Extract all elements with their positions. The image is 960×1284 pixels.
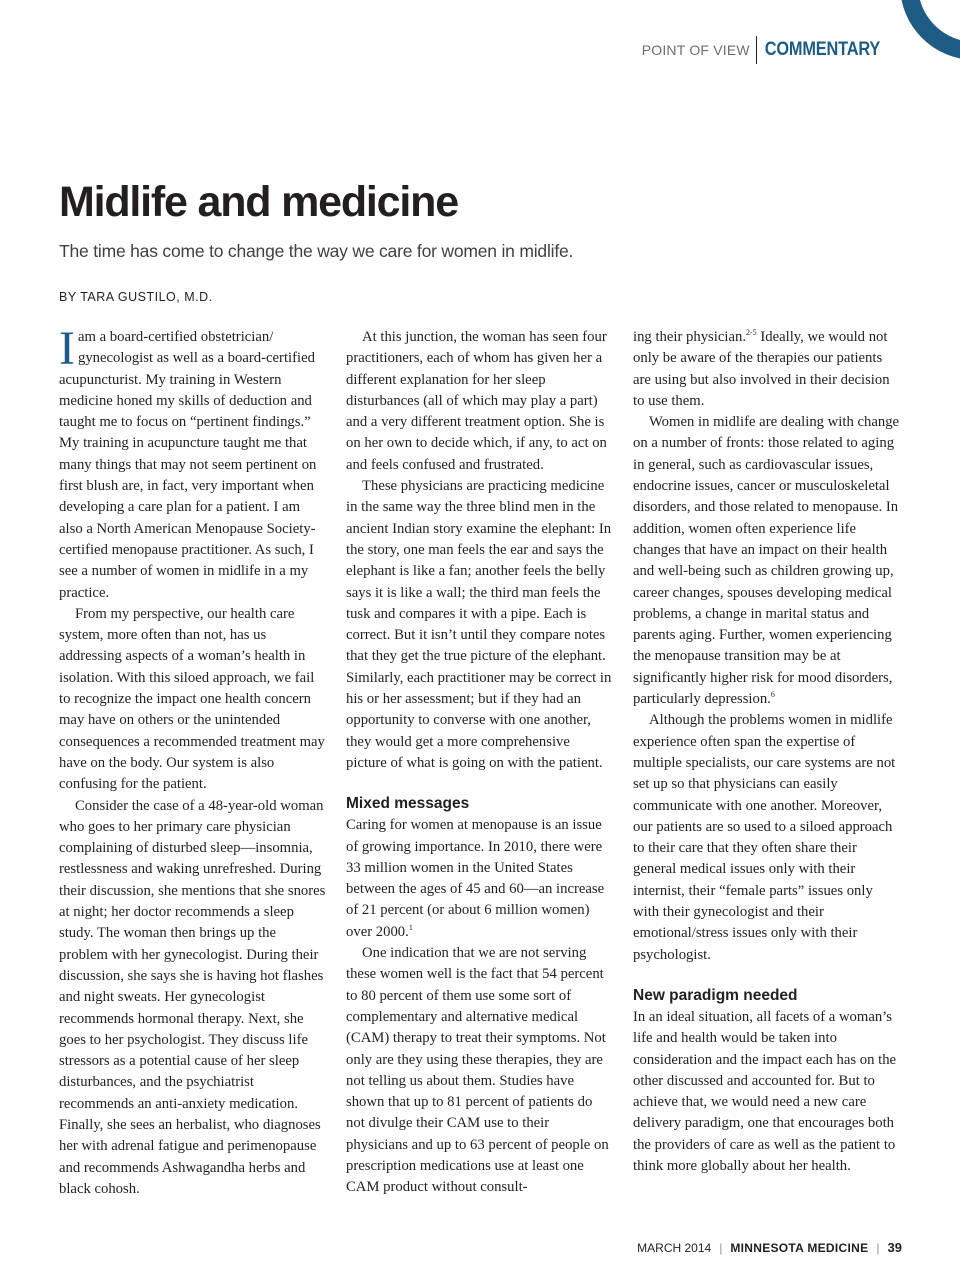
column-3 (633, 327, 900, 1177)
paragraph-6: Caring for women at menopause is an issue of growing importance. In 2010, there were 33 million women in the United States between the ages of 45 and 60—an increase of 21 percent (or about 6 million women) over 2000.$^1$ (346, 817, 605, 940)
byline: BY TARA GUSTILO, M.D. (59, 290, 213, 304)
paragraph-4: At this junction, the woman has seen four practitioners, each of whom has given her a different explanation for her sleep disturbances (all of which may play a part) and a very different treatment option. She is on her own to decide which, if any, to act on and feels confused and frustrated. (346, 329, 607, 473)
paragraph-8: Women in midlife are dealing with change on a number of fronts: those related to aging in general, such as cardiovascular issues, endocrine issues, cancer or musculoskeletal disorders, and those related to menopause. In addition, women often experience life changes that have an impact on their health and well-being such as children growing up, career changes, spouses developing medical problems, a change in marital status and parents aging. Further, women experiencing the menopause transition may be at significantly higher risk for mood disorders, particularly depression.$^6$ (633, 414, 900, 708)
category-label: COMMENTARY (764, 39, 880, 60)
article-title: Midlife and medicine (59, 178, 458, 226)
paragraph-1: Iam a board-certified obstetrician/ gynecologist as well as a board-certified acupuncturist. My training in Western medicine honed my skills of deduction and taught me to focus on “pertinent findings.” My training in acupuncture taught me that many things that may not seem pertinent on first blush are, in fact, very important when developing a care plan for a patient. I am also a North American Menopause Society-certified menopause practitioner. As such, I see a number of women in midlife in a my practice. (59, 322, 317, 601)
reference-marker: 2-5 (746, 328, 757, 337)
paragraph-9: Although the problems women in midlife experience often span the expertise of multiple specialists, our care systems are not set up so that physicians can easily communicate with one another. Moreover, our patients are so used to a siloed approach to their care that they often share their general medical issues only with their internist, their “female parts” issues only with their gynecologist and their emotional/stress issues only with their psychologist. (633, 712, 896, 963)
corner-decoration (900, 0, 960, 60)
paragraph-5: These physicians are practicing medicine in the same way the three blind men in the ancient Indian story examine the elephant: In the story, one man feels the ear and says the elephant is like a fan; another feels the belly says it is like a wall; the third man feels the tusk and compares it with a pipe. Each is correct. But it isn’t until they compare notes that they get the true picture of the elephant. Similarly, each practitioner may be correct in his or her assessment; but if they had an opportunity to converse with one another, they would get a more comprehensive picture of what is going on with the patient. (346, 478, 612, 771)
page-number: 39 (887, 1240, 902, 1255)
column-1 (59, 322, 326, 1200)
footer-separator: | (876, 1240, 880, 1255)
drop-cap: I (59, 322, 75, 375)
paragraph-7: One indication that we are not serving these women well is the fact that 54 percent to 80 percent of them use some sort of complementary and alternative medical (CAM) therapy to treat their symptoms. Not only are they using these therapies, they are not telling us about them. Studies have shown that up to 81 percent of patients do not divulge their CAM use to their physicians and up to 63 percent of people on prescription medications use at least one CAM product without consult- (346, 945, 609, 1196)
article-deck: The time has come to change the way we care for women in midlife. (59, 241, 574, 261)
paragraph-7-tail-anchor: ing their physician. (633, 329, 746, 345)
paragraph-7-continued: ing their physician.$^{2-5}$ Ideally, we would not only be aware of the therapies our patients are using but also involved in their decision to use them. (633, 328, 890, 409)
footer-separator: | (719, 1240, 723, 1255)
magazine-name: MINNESOTA MEDICINE (730, 1240, 869, 1255)
paragraph-2: From my perspective, our health care system, more often than not, has us addressing aspects of a woman’s health in isolation. With this siloed approach, we fail to recognize the impact one health concern may have on others or the unintended consequences a recommended treatment may have on the body. Our system is also confusing for the patient. (59, 605, 325, 793)
issue-date: MARCH 2014 (637, 1240, 712, 1255)
reference-marker: 1 (408, 922, 413, 932)
page-footer (637, 1240, 902, 1255)
reference-marker: 6 (770, 690, 775, 700)
section-label: POINT OF VIEW (642, 36, 757, 64)
paragraph-10: In an ideal situation, all facets of a woman’s life and health would be taken into consideration and the impact each has on the other discussed and accounted for. But to achieve that, we would need a new care delivery paradigm, one that encourages both the providers of care as well as the patient to think more globally about her health. (633, 1008, 897, 1174)
subhead-new-paradigm: New paradigm needed (633, 986, 798, 1004)
column-2 (346, 327, 613, 1199)
section-header (642, 36, 900, 64)
subhead-mixed-messages: Mixed messages (346, 795, 470, 813)
paragraph-3: Consider the case of a 48-year-old woman who goes to her primary care physician complaining of disturbed sleep—insomnia, restlessness and waking unrefreshed. During their discussion, she mentions that she snores at night; her doctor recommends a sleep study. The woman then brings up the problem with her gynecologist. During their discussion, she says she is having hot flashes and night sweats. Her gynecologist recommends hormonal therapy. Next, she goes to her psychologist. They discuss life stressors as a potential cause of her sleep disturbances, and the psychiatrist recommends an anti-anxiety medication. Finally, she sees an herbalist, who diagnoses her with adrenal fatigue and perimenopause and recommends Ashwagandha herbs and black cohosh. (59, 797, 326, 1197)
